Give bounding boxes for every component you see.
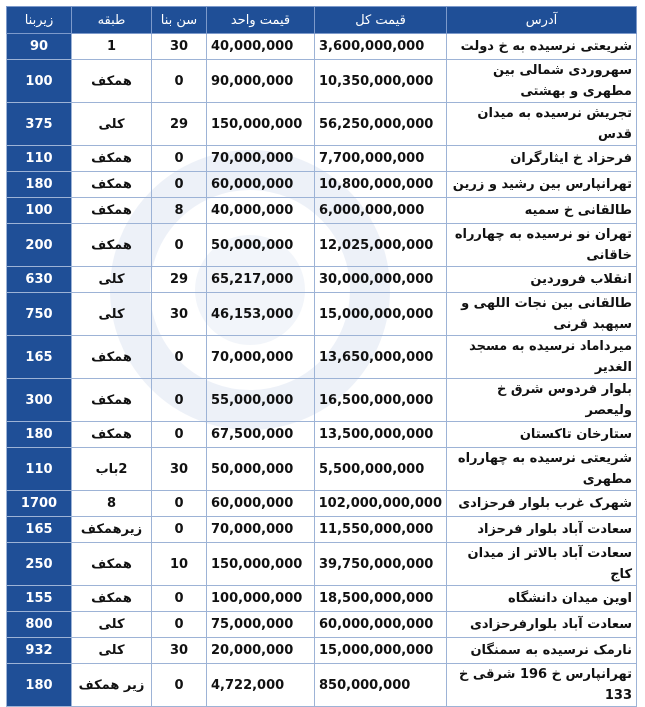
floor-cell: کلی [72,267,152,293]
table-row [7,612,637,638]
table-row [7,293,637,336]
property-table [6,6,637,707]
age-cell: 0 [152,491,207,517]
unit-price-cell: 65,217,000 [207,267,315,293]
total-price-cell: 16,500,000,000 [315,379,447,422]
unit-price-cell: 60,000,000 [207,172,315,198]
area-cell: 110 [7,146,72,172]
age-cell: 0 [152,422,207,448]
total-price-cell: 5,500,000,000 [315,448,447,491]
area-cell: 800 [7,612,72,638]
unit-price-cell: 100,000,000 [207,586,315,612]
age-cell: 0 [152,586,207,612]
area-cell: 100 [7,60,72,103]
floor-cell: 2باب [72,448,152,491]
address-cell: طالقانی خ سمیه [447,198,637,224]
unit-price-cell: 150,000,000 [207,543,315,586]
floor-cell: 8 [72,491,152,517]
total-price-cell: 7,700,000,000 [315,146,447,172]
address-cell: انقلاب فروردین [447,267,637,293]
total-price-cell: 18,500,000,000 [315,586,447,612]
total-price-cell: 850,000,000 [315,664,447,707]
unit-price-cell: 40,000,000 [207,34,315,60]
area-cell: 100 [7,198,72,224]
area-cell: 165 [7,336,72,379]
unit-price-cell: 70,000,000 [207,517,315,543]
header-address: آدرس [447,7,637,34]
area-cell: 180 [7,422,72,448]
table-row [7,146,637,172]
unit-price-cell: 67,500,000 [207,422,315,448]
age-cell: 0 [152,60,207,103]
floor-cell: همکف [72,379,152,422]
address-cell: نارمک نرسیده به سمنگان [447,638,637,664]
area-cell: 110 [7,448,72,491]
total-price-cell: 13,500,000,000 [315,422,447,448]
unit-price-cell: 150,000,000 [207,103,315,146]
header-unit-price: قیمت واحد [207,7,315,34]
total-price-cell: 15,000,000,000 [315,293,447,336]
total-price-cell: 56,250,000,000 [315,103,447,146]
table-row [7,172,637,198]
age-cell: 0 [152,517,207,543]
address-cell: ستارخان تاکستان [447,422,637,448]
floor-cell: همکف [72,60,152,103]
address-cell: سعادت آباد بلوار فرحزاد [447,517,637,543]
total-price-cell: 30,000,000,000 [315,267,447,293]
address-cell: شریعتی نرسیده به چهارراه مطهری [447,448,637,491]
floor-cell: کلی [72,638,152,664]
table-row [7,267,637,293]
total-price-cell: 10,350,000,000 [315,60,447,103]
age-cell: 8 [152,198,207,224]
total-price-cell: 3,600,000,000 [315,34,447,60]
area-cell: 180 [7,664,72,707]
address-cell: سهروردی شمالی بین مطهری و بهشتی [447,60,637,103]
total-price-cell: 13,650,000,000 [315,336,447,379]
area-cell: 180 [7,172,72,198]
address-cell: تهران نو نرسیده به چهارراه خاقانی [447,224,637,267]
area-cell: 200 [7,224,72,267]
unit-price-cell: 90,000,000 [207,60,315,103]
unit-price-cell: 46,153,000 [207,293,315,336]
age-cell: 29 [152,103,207,146]
table-row [7,379,637,422]
table-row [7,517,637,543]
table-row [7,491,637,517]
floor-cell: همکف [72,146,152,172]
table-body [7,34,637,707]
age-cell: 0 [152,172,207,198]
floor-cell: همکف [72,543,152,586]
unit-price-cell: 75,000,000 [207,612,315,638]
floor-cell: کلی [72,103,152,146]
unit-price-cell: 50,000,000 [207,448,315,491]
total-price-cell: 11,550,000,000 [315,517,447,543]
unit-price-cell: 60,000,000 [207,491,315,517]
floor-cell: 1 [72,34,152,60]
age-cell: 0 [152,224,207,267]
area-cell: 1700 [7,491,72,517]
address-cell: تجریش نرسیده به میدان قدس [447,103,637,146]
area-cell: 300 [7,379,72,422]
table-row [7,664,637,707]
age-cell: 0 [152,146,207,172]
table-row [7,198,637,224]
address-cell: سعادت آباد بالاتر از میدان کاج [447,543,637,586]
unit-price-cell: 55,000,000 [207,379,315,422]
area-cell: 630 [7,267,72,293]
floor-cell: همکف [72,172,152,198]
address-cell: طالقانی بین نجات اللهی و سپهبد قرنی [447,293,637,336]
floor-cell: همکف [72,224,152,267]
unit-price-cell: 50,000,000 [207,224,315,267]
address-cell: میرداماد نرسیده به مسجد الغدیر [447,336,637,379]
floor-cell: کلی [72,293,152,336]
age-cell: 30 [152,638,207,664]
table-row [7,34,637,60]
floor-cell: کلی [72,612,152,638]
unit-price-cell: 40,000,000 [207,198,315,224]
age-cell: 30 [152,34,207,60]
age-cell: 29 [152,267,207,293]
age-cell: 30 [152,293,207,336]
header-age: سن بنا [152,7,207,34]
age-cell: 10 [152,543,207,586]
total-price-cell: 60,000,000,000 [315,612,447,638]
table-row [7,448,637,491]
area-cell: 90 [7,34,72,60]
area-cell: 250 [7,543,72,586]
total-price-cell: 12,025,000,000 [315,224,447,267]
floor-cell: زیرهمکف [72,517,152,543]
age-cell: 0 [152,336,207,379]
unit-price-cell: 70,000,000 [207,146,315,172]
total-price-cell: 39,750,000,000 [315,543,447,586]
age-cell: 0 [152,664,207,707]
total-price-cell: 15,000,000,000 [315,638,447,664]
header-floor: طبقه [72,7,152,34]
age-cell: 0 [152,379,207,422]
floor-cell: همکف [72,586,152,612]
unit-price-cell: 20,000,000 [207,638,315,664]
floor-cell: همکف [72,198,152,224]
total-price-cell: 102,000,000,000 [315,491,447,517]
unit-price-cell: 4,722,000 [207,664,315,707]
address-cell: سعادت آباد بلوارفرحزادی [447,612,637,638]
header-row [7,7,637,34]
table-row [7,103,637,146]
address-cell: بلوار فردوس شرق خ ولیعصر [447,379,637,422]
area-cell: 932 [7,638,72,664]
table-row [7,422,637,448]
header-total-price: قیمت کل [315,7,447,34]
table-row [7,543,637,586]
floor-cell: همکف [72,422,152,448]
header-area: زیربنا [7,7,72,34]
total-price-cell: 10,800,000,000 [315,172,447,198]
address-cell: شریعتی نرسیده به خ دولت [447,34,637,60]
age-cell: 30 [152,448,207,491]
table-row [7,586,637,612]
address-cell: فرحزاد خ ایثارگران [447,146,637,172]
area-cell: 375 [7,103,72,146]
area-cell: 155 [7,586,72,612]
total-price-cell: 6,000,000,000 [315,198,447,224]
floor-cell: همکف [72,336,152,379]
address-cell: شهرک غرب بلوار فرحزادی [447,491,637,517]
area-cell: 750 [7,293,72,336]
table-row [7,336,637,379]
address-cell: تهرانپارس خ 196 شرقی خ 133 [447,664,637,707]
area-cell: 165 [7,517,72,543]
table-row [7,60,637,103]
floor-cell: زیر همکف [72,664,152,707]
address-cell: اوین میدان دانشگاه [447,586,637,612]
table-row [7,224,637,267]
table-row [7,638,637,664]
address-cell: تهرانپارس بین رشید و زرین [447,172,637,198]
unit-price-cell: 70,000,000 [207,336,315,379]
age-cell: 0 [152,612,207,638]
